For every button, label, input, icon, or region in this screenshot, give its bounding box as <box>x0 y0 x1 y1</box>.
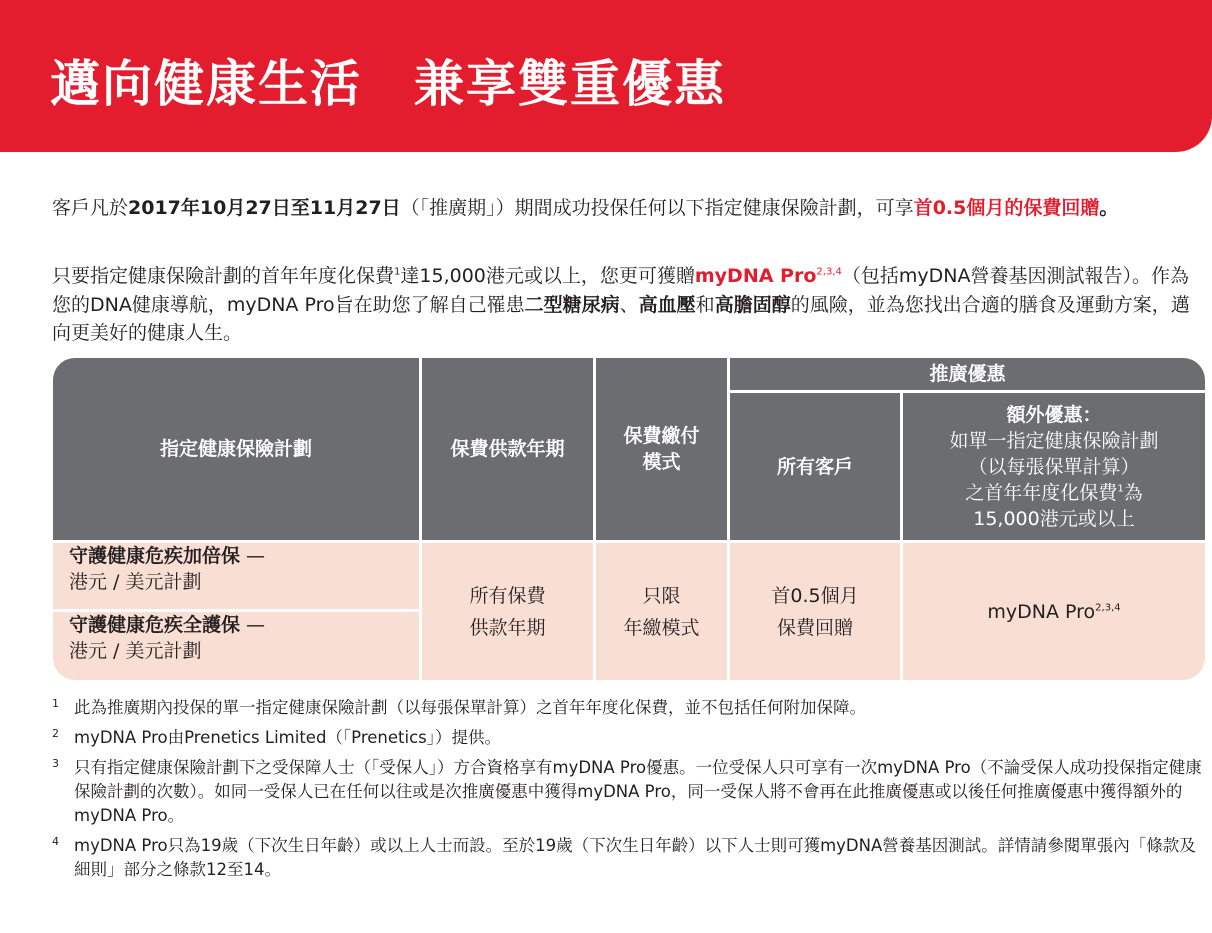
term-line1: 所有保費 <box>469 584 546 607</box>
header-promo-label: 推廣優惠 <box>929 363 1006 385</box>
footnote-4 <box>52 834 1202 882</box>
mydna-product-name: myDNA Pro <box>694 265 817 287</box>
plan-row-2 <box>53 612 419 680</box>
footnote-1-text: 此為推廣期內投保的單一指定健康保險計劃（以每張保單計算）之首年年度化保費，並不包括任何附加保障。 <box>74 698 866 717</box>
intro-p1-text-c: 。 <box>1099 197 1119 219</box>
header-term-label: 保費供款年期 <box>450 438 565 460</box>
header-extra-line3: （以每張保單計算） <box>968 455 1140 478</box>
header-promo <box>730 358 1205 390</box>
premium-rebate-offer: 首0.5個月的保費回贈 <box>913 197 1100 219</box>
plan-2-sub: 港元 / 美元計劃 <box>69 640 202 662</box>
header-all-label: 所有客戶 <box>776 455 853 478</box>
term-line2: 供款年期 <box>469 616 546 639</box>
header-term <box>422 358 593 540</box>
risk-hypertension: 高血壓 <box>638 293 696 316</box>
intro-p1-text-b: （「推廣期」）期間成功投保任何以下指定健康保險計劃，可享 <box>400 197 914 219</box>
all-customers-cell <box>730 543 900 680</box>
plan-2-name: 守護健康危疾全護保 <box>69 614 241 636</box>
header-extra-line4b: 為 <box>1123 481 1143 504</box>
plan-row-1-title <box>69 543 265 569</box>
plan-1-name: 守護健康危疾加倍保 <box>69 545 241 567</box>
footnote-4-text: myDNA Pro只為19歲（下次生日年齡）或以上人士而設。至於19歲（下次生日年齡）以下人士則可獲myDNA營養基因測試。詳情請參閱單張內「條款及細則」部分之條款12至14。 <box>74 836 1196 879</box>
intro-p2-text-c: （包括myDNA營養基因測試報告）。作為您的DNA健康導航，myDNA Pro旨在助您了解自己罹患 <box>52 265 1189 316</box>
plan-2-dash: — <box>240 614 266 636</box>
header-extra-sup: 1 <box>1117 483 1124 495</box>
banner-title: 邁向健康生活 兼享雙重優惠 <box>50 55 726 113</box>
header-mode-line1: 保費繳付 <box>623 425 700 447</box>
plan-row-2-title <box>69 612 265 638</box>
risk-cholesterol: 高膽固醇 <box>714 293 791 316</box>
header-plan <box>53 358 419 540</box>
plan-row-1 <box>53 543 419 609</box>
header-plan-label: 指定健康保險計劃 <box>159 438 312 460</box>
mode-line1: 只限 <box>642 584 681 607</box>
footnotes <box>52 696 1202 888</box>
intro-p2-text-f: 和 <box>695 293 715 316</box>
header-extra-line2: 如單一指定健康保險計劃 <box>949 429 1159 452</box>
header-extra-line4a: 之首年年度化保費 <box>965 481 1118 504</box>
footnote-1-num: 1 <box>52 697 59 710</box>
intro-p2-text-a: 只要指定健康保險計劃的首年年度化保費 <box>52 265 395 287</box>
intro-p2-text-g: 的風險，並為您找出合適的膳食及運動方案，邁向更美好的健康人生。 <box>52 293 1190 344</box>
header-banner <box>0 0 1212 152</box>
header-mode-line2: 模式 <box>642 451 681 473</box>
plan-1-sub: 港元 / 美元計劃 <box>69 571 202 593</box>
intro-p2-text-b: 達15,000港元或以上，您更可獲贈 <box>400 265 695 287</box>
mode-cell <box>596 543 727 680</box>
footnote-2 <box>52 726 1202 750</box>
footnote-2-num: 2 <box>52 727 59 740</box>
footnote-2-text: myDNA Pro由Prenetics Limited（「Prenetics」）提供。 <box>74 728 501 747</box>
all-line1: 首0.5個月 <box>771 584 859 607</box>
footnote-3-text: 只有指定健康保險計劃下之受保障人士（「受保人」）方合資格享有myDNA Pro優惠。一位受保人只可享有一次myDNA Pro（不論受保人成功投保指定健康保險計劃的次數）。如同一受保人已在任何以往或是次推廣優惠中獲得myDNA Pro，同一受保人將不會再在此推廣優惠或以後任何推廣優惠中獲得額外的myDNA Pro。 <box>74 758 1202 825</box>
offer-table <box>53 358 1205 680</box>
promotion-period-dates: 2017年10月27日至11月27日 <box>128 197 401 219</box>
term-cell <box>422 543 593 680</box>
header-all-customers <box>730 393 900 540</box>
footnote-ref-1: 1 <box>394 266 401 278</box>
header-extra-offer <box>903 393 1205 540</box>
header-payment-mode <box>596 358 727 540</box>
extra-offer-sup: 2,3,4 <box>1095 602 1121 614</box>
intro-p2-text-e: 、 <box>619 293 639 316</box>
footnote-1 <box>52 696 1202 720</box>
header-extra-line4 <box>965 480 1142 506</box>
mode-line2: 年繳模式 <box>623 616 700 639</box>
footnote-3 <box>52 756 1202 828</box>
extra-offer-product: myDNA Pro <box>987 600 1096 623</box>
header-extra-line5: 15,000港元或以上 <box>973 507 1135 530</box>
all-line2: 保費回贈 <box>776 616 853 639</box>
footnote-ref-234: 2,3,4 <box>816 266 842 278</box>
extra-offer-cell <box>903 543 1205 680</box>
header-extra-line1: 額外優惠： <box>1006 403 1102 426</box>
intro-paragraph-2 <box>52 262 1202 348</box>
footnote-4-num: 4 <box>52 835 59 848</box>
risk-diabetes: 二型糖尿病 <box>524 293 620 316</box>
extra-offer-value <box>987 596 1120 628</box>
footnote-3-num: 3 <box>52 757 59 770</box>
plan-1-dash: — <box>240 545 266 567</box>
intro-p1-text-a: 客戶凡於 <box>52 197 129 219</box>
intro-paragraph-1 <box>52 194 1202 222</box>
